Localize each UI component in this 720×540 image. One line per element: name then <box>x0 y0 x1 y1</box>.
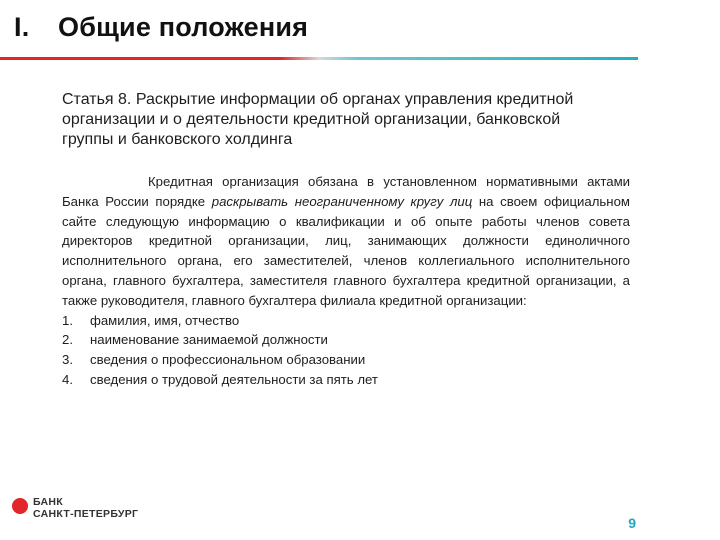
title-divider <box>0 57 638 60</box>
section-number: I. <box>14 12 30 42</box>
logo-line-city: САНКТ-ПЕТЕРБУРГ <box>33 508 139 520</box>
list-item-number: 1. <box>62 312 73 328</box>
page-number: 9 <box>628 515 636 531</box>
list-item <box>62 311 630 331</box>
list-item-text: наименование занимаемой должности <box>90 332 328 348</box>
logo-line-bank: БАНК <box>33 496 63 508</box>
logo-text <box>33 496 138 520</box>
list-item-text: фамилия, имя, отчество <box>90 312 240 328</box>
article-paragraph <box>62 172 630 311</box>
requirements-list <box>62 311 630 390</box>
list-item-number: 4. <box>62 371 73 387</box>
paragraph-emphasis: раскрывать неограниченному кругу лиц <box>211 193 473 209</box>
paragraph-text-start: Кредитная организация обязана в установленном нормативными актами Банка России порядке <box>62 174 630 209</box>
slide-title <box>14 12 308 43</box>
section-title: Общие положения <box>58 12 309 42</box>
list-item-number: 3. <box>62 352 73 368</box>
list-item <box>62 350 630 370</box>
bank-logo <box>12 496 138 520</box>
list-item-text: сведения о профессиональном образовании <box>90 352 366 368</box>
list-item <box>62 370 630 390</box>
list-item-number: 2. <box>62 332 73 348</box>
list-item <box>62 330 630 350</box>
red-circle-icon <box>12 498 28 514</box>
article-body <box>62 172 630 390</box>
list-item-text: сведения о трудовой деятельности за пять лет <box>90 371 378 387</box>
paragraph-text-end: на своем официальном сайте следующую информацию о квалификации и об опыте работы членов совета директоров кредитной организации, лиц, занимающих должности единоличного исполнительного органа, его заместителей, членов коллегиального исполнительного органа, главного бухгалтера, заместителя главного бухгалтера кредитной организации, а также руководителя, главного бухгалтера филиала кредитной организации: <box>62 193 630 308</box>
article-heading: Статья 8. Раскрытие информации об органах управления кредитной организации и о деятельности кредитной организации, банковской группы и банковского холдинга <box>62 91 574 148</box>
